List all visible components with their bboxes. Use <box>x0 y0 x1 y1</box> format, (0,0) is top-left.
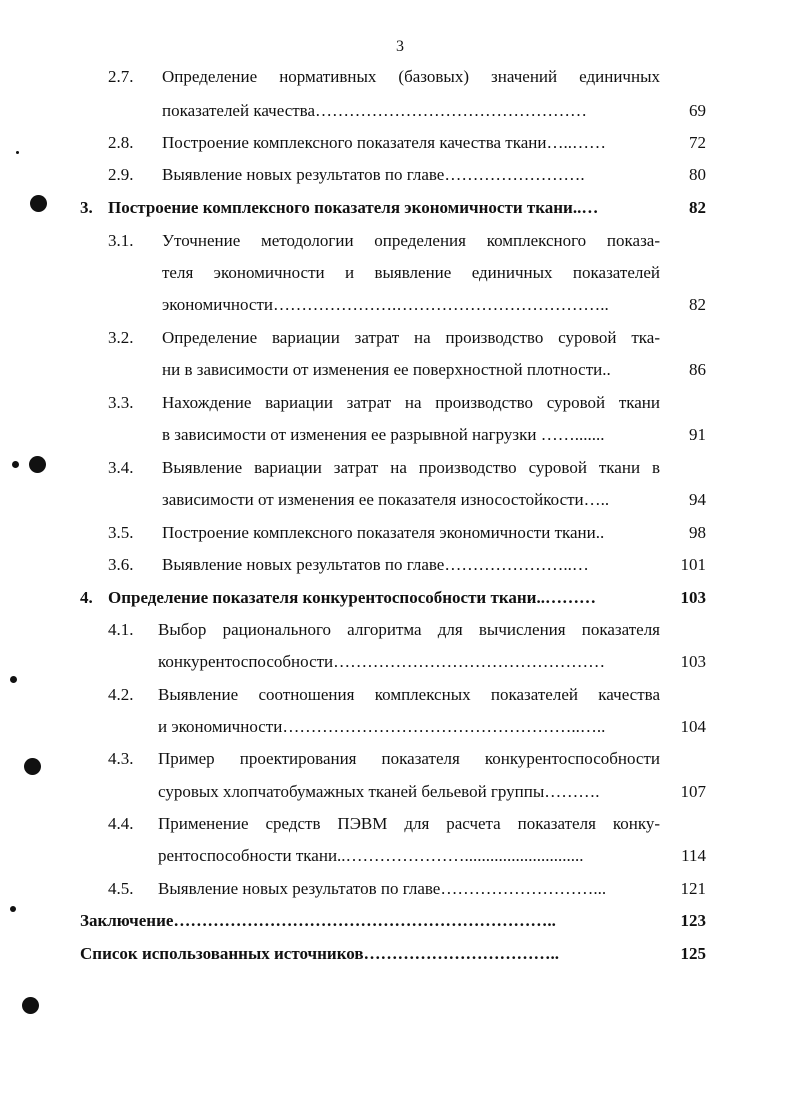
toc-entry-line <box>0 649 796 675</box>
toc-entry-line <box>0 746 796 772</box>
toc-entry-number: 3.4. <box>108 458 134 477</box>
toc-entry-title: Построение комплексного показателя качества ткани…..…… <box>162 133 606 152</box>
toc-entry-title: Построение комплексного показателя экономичности ткани.. <box>162 523 605 542</box>
toc-entry-line <box>0 130 796 156</box>
toc-entry-line <box>0 260 796 286</box>
toc-entry-number: 4.5. <box>108 879 134 898</box>
toc-entry-page: 103 <box>680 588 706 607</box>
toc-entry-number: 4.2. <box>108 685 134 704</box>
toc-entry-number: 3.1. <box>108 231 134 250</box>
toc-entry-line <box>0 162 796 188</box>
toc-entry-line <box>0 843 796 869</box>
margin-dot <box>30 195 47 212</box>
toc-entry-page: 107 <box>680 782 706 801</box>
toc-entry-page: 91 <box>689 425 706 444</box>
toc-entry-title: и экономичности……………………………………………..….. <box>158 717 606 736</box>
toc-entry-title: Определение вариации затрат на производство суровой тка- <box>162 328 660 347</box>
toc-entry-number: 2.8. <box>108 133 134 152</box>
toc-entry-title: Нахождение вариации затрат на производство суровой ткани <box>162 393 660 412</box>
margin-dot <box>24 758 41 775</box>
toc-entry-number: 3.3. <box>108 393 134 412</box>
toc-entry-title: Выявление новых результатов по главе………………………... <box>158 879 607 898</box>
toc-entry-line <box>0 876 796 902</box>
toc-entry-title: Выявление новых результатов по главе……………………. <box>162 165 585 184</box>
toc-entry-line <box>0 617 796 643</box>
toc-entry-page: 121 <box>680 879 706 898</box>
toc-entry-title: Выбор рационального алгоритма для вычисления показателя <box>158 620 660 639</box>
toc-entry-page: 86 <box>689 360 706 379</box>
toc-entry-line <box>0 98 796 124</box>
toc-entry-line <box>0 487 796 513</box>
toc-entry-line <box>0 228 796 254</box>
toc-entry-title: Заключение………………………………………………………….. <box>80 911 556 930</box>
toc-entry-title: Пример проектирования показателя конкурентоспособности <box>158 749 660 768</box>
toc-entry-line <box>0 390 796 416</box>
toc-entry-line <box>0 292 796 318</box>
toc-entry-line <box>0 455 796 481</box>
toc-entry-title: Уточнение методологии определения комплексного показа- <box>162 231 660 250</box>
toc-entry-line <box>0 520 796 546</box>
toc-entry-title: рентоспособности ткани..…………………............................ <box>158 846 584 865</box>
toc-entry-title: суровых хлопчатобумажных тканей бельевой группы………. <box>158 782 600 801</box>
toc-entry-line <box>0 64 796 90</box>
toc-entry-title: Определение показателя конкурентоспособности ткани..……… <box>108 588 596 607</box>
toc-entry-title: теля экономичности и выявление единичных показателей <box>162 263 660 282</box>
toc-entry-line <box>0 682 796 708</box>
toc-entry-page: 80 <box>689 165 706 184</box>
margin-dot <box>22 997 39 1014</box>
toc-entry-title: зависимости от изменения ее показателя износостойкости….. <box>162 490 610 509</box>
toc-entry-number: 4.3. <box>108 749 134 768</box>
toc-entry-line <box>0 941 796 967</box>
toc-entry-title: Применение средств ПЭВМ для расчета показателя конку- <box>158 814 660 833</box>
toc-entry-title: в зависимости от изменения ее разрывной нагрузки ……....... <box>162 425 605 444</box>
toc-entry-title: Выявление соотношения комплексных показателей качества <box>158 685 660 704</box>
toc-entry-line <box>0 195 796 221</box>
toc-entry-line <box>0 325 796 351</box>
toc-entry-title: экономичности………………….……………………………….. <box>162 295 609 314</box>
toc-entry-number: 4.1. <box>108 620 134 639</box>
toc-entry-page: 114 <box>681 846 706 865</box>
toc-entry-page: 123 <box>680 911 706 930</box>
toc-entry-number: 3.2. <box>108 328 134 347</box>
toc-entry-number: 4. <box>80 588 93 607</box>
page-number: 3 <box>396 38 404 55</box>
toc-entry-title: Определение нормативных (базовых) значений единичных <box>162 67 660 86</box>
margin-dot <box>10 676 17 683</box>
toc-entry-line <box>0 585 796 611</box>
toc-entry-number: 3.6. <box>108 555 134 574</box>
toc-entry-title: показателей качества………………………………………… <box>162 101 588 120</box>
toc-entry-line <box>0 908 796 934</box>
toc-entry-number: 3.5. <box>108 523 134 542</box>
toc-entry-number: 4.4. <box>108 814 134 833</box>
toc-entry-page: 94 <box>689 490 706 509</box>
toc-entry-number: 3. <box>80 198 93 217</box>
toc-entry-title: Построение комплексного показателя экономичности ткани..… <box>108 198 599 217</box>
margin-dot <box>10 906 16 912</box>
toc-entry-page: 104 <box>680 717 706 736</box>
toc-entry-line <box>0 811 796 837</box>
toc-entry-title: Список использованных источников…………………………….. <box>80 944 560 963</box>
toc-entry-page: 103 <box>680 652 706 671</box>
toc-entry-number: 2.7. <box>108 67 134 86</box>
toc-entry-number: 2.9. <box>108 165 134 184</box>
toc-entry-page: 69 <box>689 101 706 120</box>
toc-entry-line <box>0 552 796 578</box>
toc-entry-line <box>0 714 796 740</box>
toc-entry-title: конкурентоспособности………………………………………… <box>158 652 606 671</box>
margin-dot <box>29 456 46 473</box>
toc-entry-page: 72 <box>689 133 706 152</box>
toc-entry-page: 82 <box>689 295 706 314</box>
toc-entry-line <box>0 422 796 448</box>
toc-entry-page: 82 <box>689 198 706 217</box>
margin-dot <box>16 151 19 154</box>
toc-entry-title: Выявление новых результатов по главе…………………..… <box>162 555 589 574</box>
toc-entry-page: 125 <box>680 944 706 963</box>
toc-entry-title: ни в зависимости от изменения ее поверхностной плотности.. <box>162 360 611 379</box>
toc-entry-page: 98 <box>689 523 706 542</box>
toc-entry-line <box>0 357 796 383</box>
toc-entry-page: 101 <box>680 555 706 574</box>
toc-entry-title: Выявление вариации затрат на производство суровой ткани в <box>162 458 660 477</box>
margin-dot <box>12 461 19 468</box>
toc-entry-line <box>0 779 796 805</box>
